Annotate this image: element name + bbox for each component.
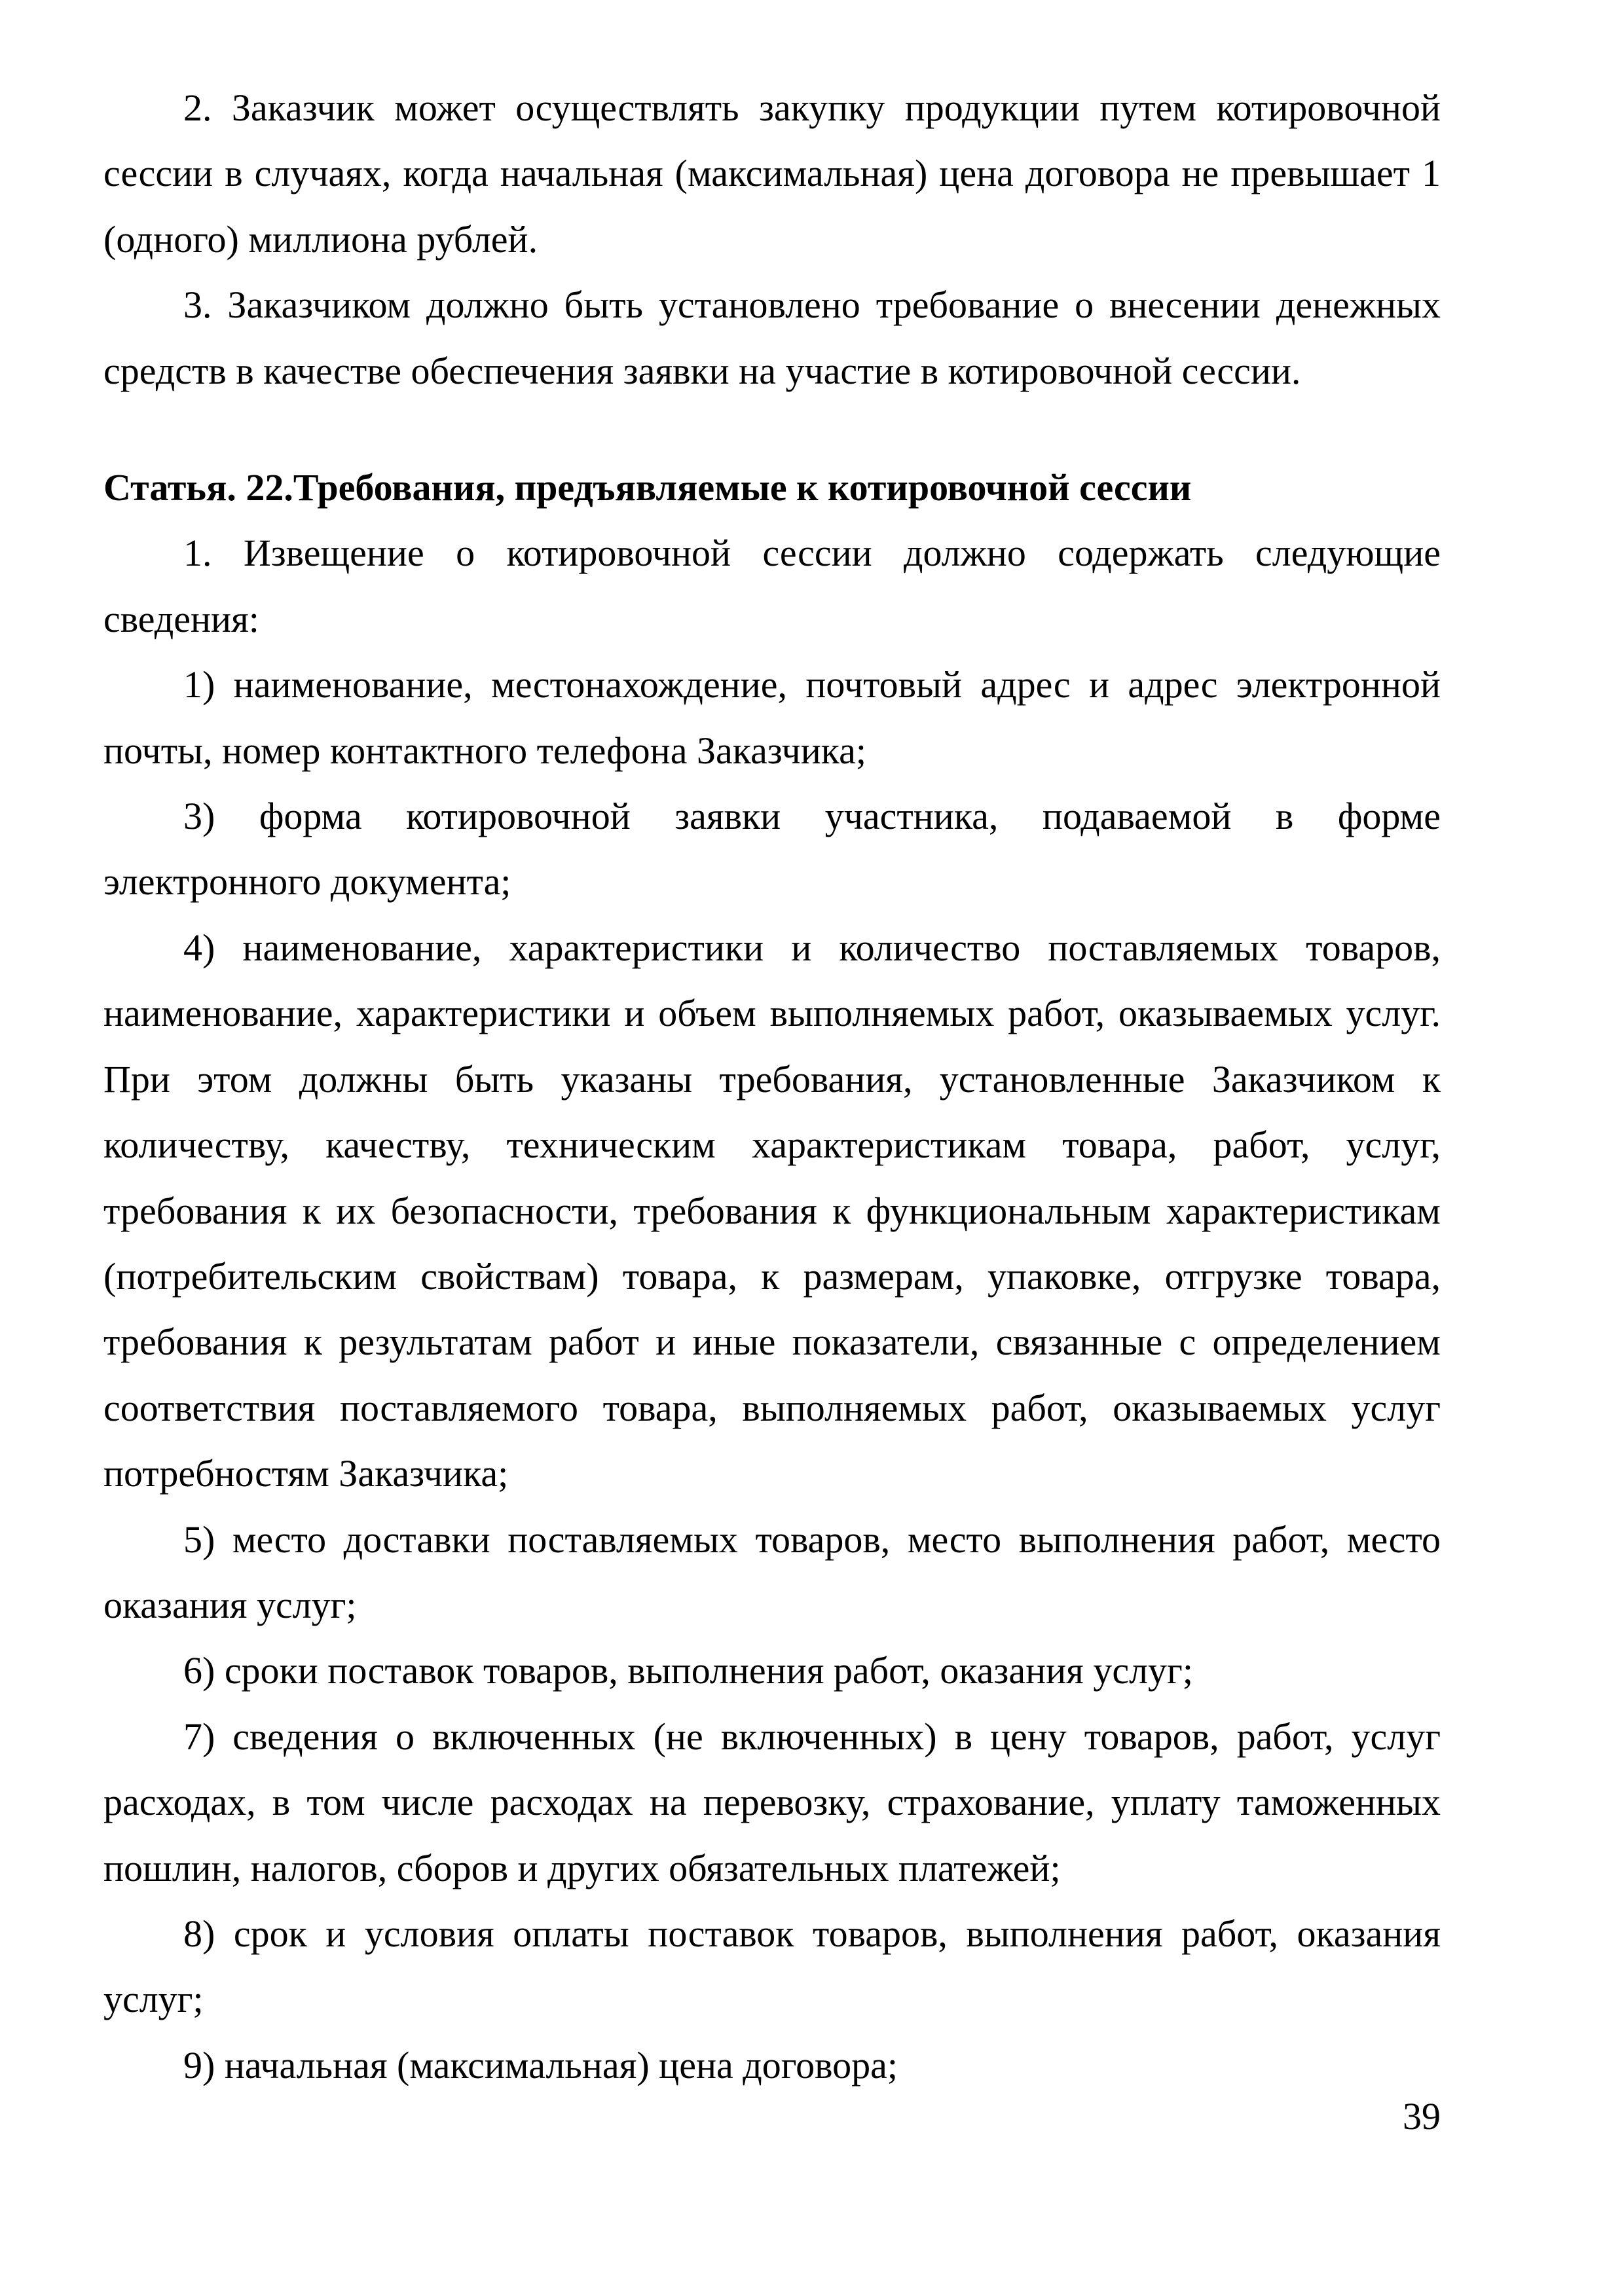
list-item-line: 1) наименование, местонахождение, почтовый адрес и адрес электронной [183, 663, 1441, 706]
paragraph-line: сведения: [103, 597, 259, 640]
list-item-line: электронного документа; [103, 860, 511, 903]
list-item-line: (потребительским свойствам) товара, к размерам, упаковке, отгрузке товара, [103, 1254, 1441, 1298]
page-number: 39 [1403, 2095, 1441, 2138]
list-item-line: почты, номер контактного телефона Заказчика; [103, 729, 866, 772]
list-item-line: При этом должны быть указаны требования, установленные Заказчиком к [103, 1057, 1441, 1101]
list-item-line: 8) срок и условия оплаты поставок товаров, выполнения работ, оказания [183, 1912, 1441, 1955]
list-item-line: количеству, качеству, техническим характеристикам товара, работ, услуг, [103, 1123, 1441, 1167]
list-item-line: расходах, в том числе расходах на перевозку, страхование, уплату таможенных [103, 1781, 1441, 1824]
paragraph-line: 3. Заказчиком должно быть установлено требование о внесении денежных [183, 283, 1441, 327]
paragraph-line: сессии в случаях, когда начальная (максимальная) цена договора не превышает 1 [103, 152, 1441, 195]
list-item-line: 5) место доставки поставляемых товаров, место выполнения работ, место [183, 1518, 1441, 1561]
list-item-line: 7) сведения о включенных (не включенных) в цену товаров, работ, услуг [183, 1715, 1441, 1758]
document-body [103, 75, 1441, 2098]
paragraph-line: (одного) миллиона рублей. [103, 217, 538, 261]
section-heading: Статья. 22.Требования, предъявляемые к котировочной сессии [103, 466, 1192, 509]
paragraph-line: 1. Извещение о котировочной сессии должно содержать следующие [183, 532, 1441, 575]
list-item-line: потребностям Заказчика; [103, 1452, 509, 1495]
list-item-line: наименование, характеристики и объем выполняемых работ, оказываемых услуг. [103, 992, 1441, 1035]
list-item-line: соответствия поставляемого товара, выполняемых работ, оказываемых услуг [103, 1386, 1441, 1429]
list-item-line: 6) сроки поставок товаров, выполнения работ, оказания услуг; [183, 1649, 1193, 1692]
list-item-line: 9) начальная (максимальная) цена договора; [183, 2043, 898, 2086]
paragraph-line: средств в качестве обеспечения заявки на участие в котировочной сессии. [103, 349, 1301, 392]
list-item-line: оказания услуг; [103, 1583, 357, 1626]
list-item-line: пошлин, налогов, сборов и других обязательных платежей; [103, 1846, 1061, 1889]
list-item-line: требования к результатам работ и иные показатели, связанные с определением [103, 1321, 1441, 1364]
list-item-line: услуг; [103, 1978, 204, 2021]
list-item-line: требования к их безопасности, требования к функциональным характеристикам [103, 1189, 1441, 1232]
list-item-line: 3) форма котировочной заявки участника, подаваемой в форме [183, 795, 1441, 838]
paragraph-line: 2. Заказчик может осуществлять закупку продукции путем котировочной [183, 86, 1441, 129]
list-item-line: 4) наименование, характеристики и количество поставляемых товаров, [183, 926, 1441, 969]
